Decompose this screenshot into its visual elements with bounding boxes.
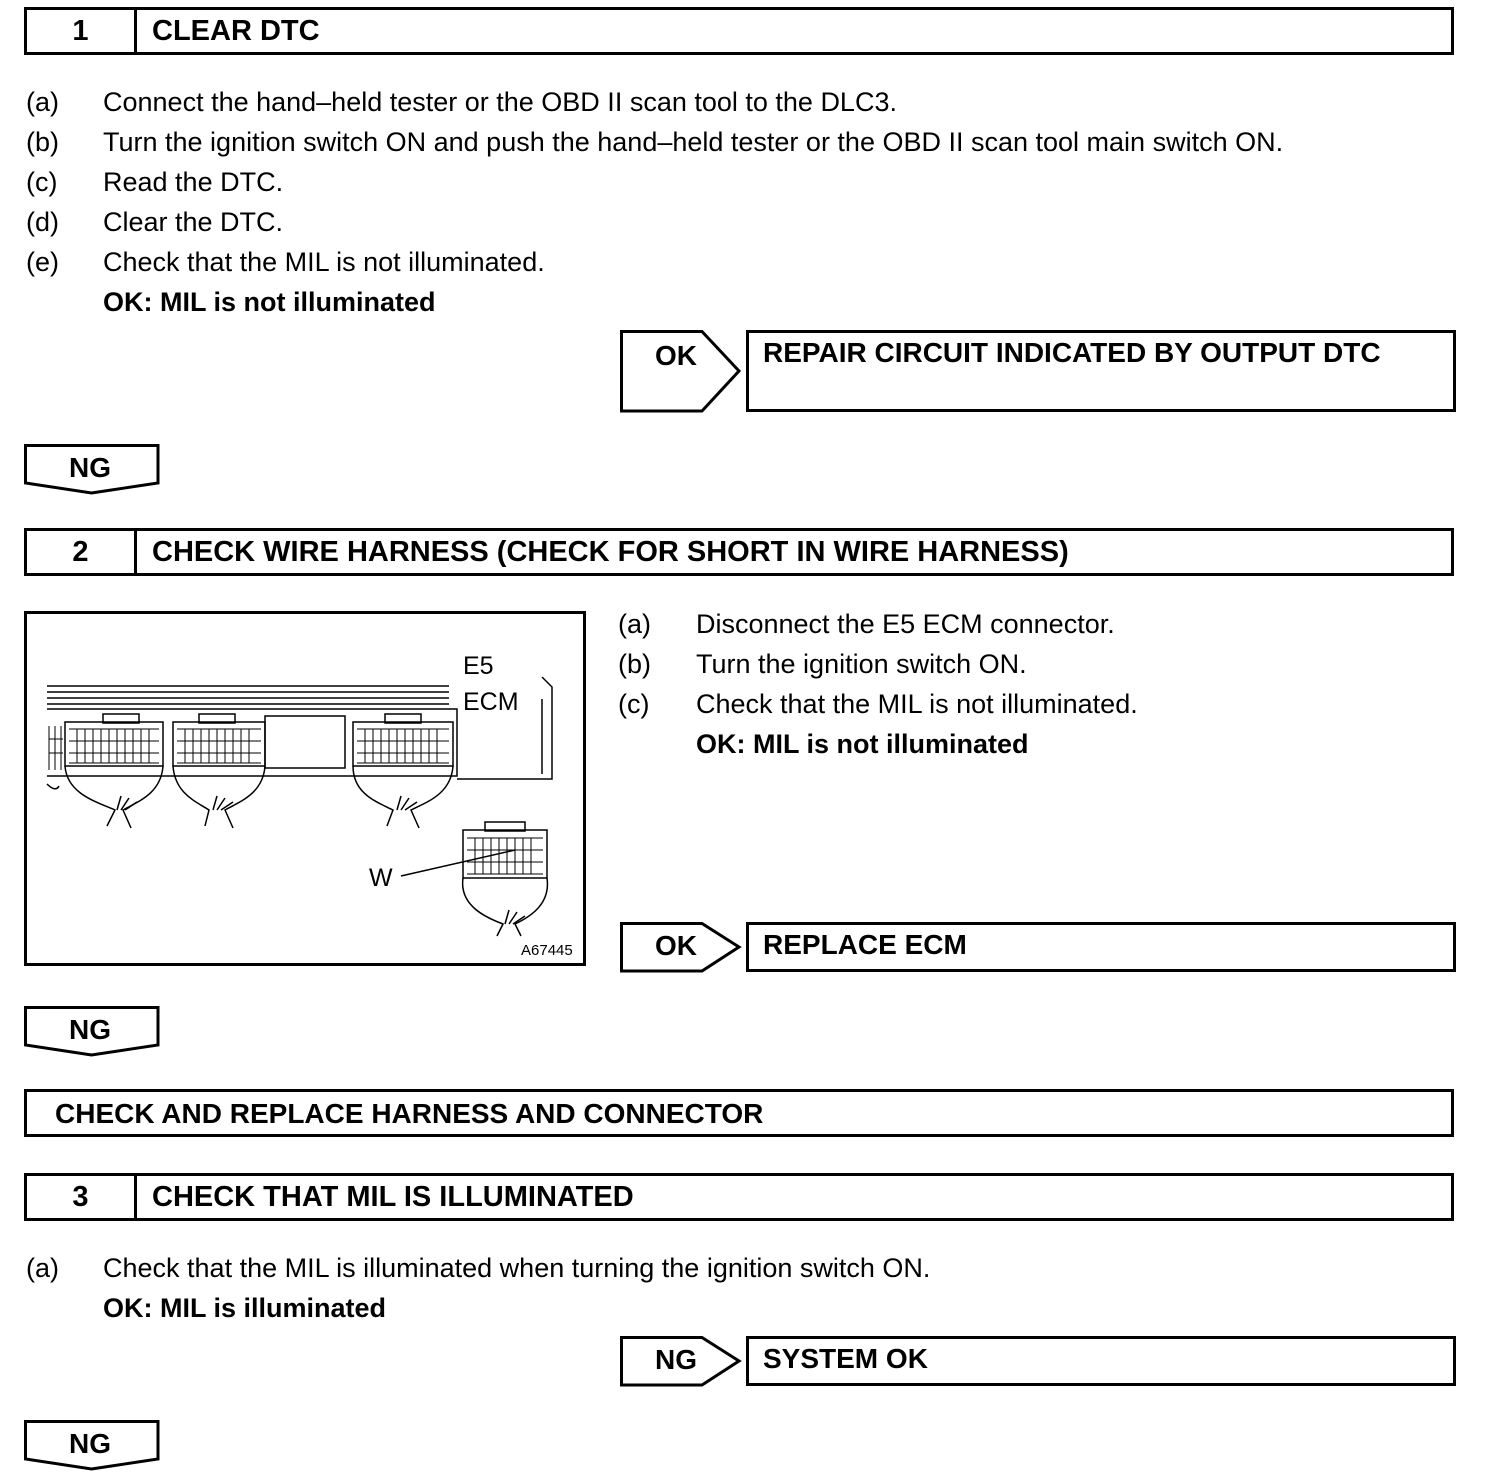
step-1-header bbox=[24, 7, 1454, 55]
step-number: 1 bbox=[27, 10, 137, 52]
list-letter: (a) bbox=[618, 609, 651, 639]
list-letter: (a) bbox=[26, 87, 59, 117]
list-letter: (c) bbox=[618, 689, 650, 719]
result-box bbox=[746, 1336, 1456, 1386]
result-text: REPAIR CIRCUIT INDICATED BY OUTPUT DTC bbox=[763, 337, 1381, 368]
step-title: CHECK THAT MIL IS ILLUMINATED bbox=[152, 1181, 634, 1213]
diagram-label-w: W bbox=[369, 864, 393, 892]
list-item: Turn the ignition switch ON. bbox=[696, 649, 1027, 679]
step-3-header bbox=[24, 1173, 1454, 1221]
list-letter: (b) bbox=[26, 127, 59, 157]
list-letter: (b) bbox=[618, 649, 651, 679]
ecm-connector-illustration bbox=[27, 614, 583, 963]
branch-label: OK bbox=[655, 340, 697, 371]
branch-label: NG bbox=[69, 452, 111, 483]
step-title: CHECK WIRE HARNESS (CHECK FOR SHORT IN WIRE HARNESS) bbox=[152, 536, 1069, 568]
list-letter: (c) bbox=[26, 167, 58, 197]
list-item: Clear the DTC. bbox=[103, 207, 284, 237]
ok-criteria: OK: MIL is illuminated bbox=[103, 1293, 387, 1323]
list-item: Check that the MIL is not illuminated. bbox=[696, 689, 1138, 719]
ok-criteria: OK: MIL is not illuminated bbox=[696, 729, 1029, 759]
branch-label: OK bbox=[655, 930, 697, 961]
branch-label: NG bbox=[69, 1428, 111, 1459]
result-box bbox=[746, 330, 1456, 412]
list-item: Disconnect the E5 ECM connector. bbox=[696, 609, 1115, 639]
connector-diagram bbox=[24, 611, 586, 966]
step-number: 2 bbox=[27, 531, 137, 573]
diagram-label-ecm: ECM bbox=[463, 688, 519, 716]
ok-criteria: OK: MIL is not illuminated bbox=[103, 287, 436, 317]
list-item: Read the DTC. bbox=[103, 167, 284, 197]
branch-label: NG bbox=[69, 1014, 111, 1045]
figure-id: A67445 bbox=[521, 942, 573, 959]
list-item: Check that the MIL is not illuminated. bbox=[103, 247, 545, 277]
step-number: 3 bbox=[27, 1176, 137, 1218]
action-text: CHECK AND REPLACE HARNESS AND CONNECTOR bbox=[55, 1098, 764, 1129]
list-letter: (e) bbox=[26, 247, 59, 277]
step-title: CLEAR DTC bbox=[152, 15, 320, 47]
result-text: REPLACE ECM bbox=[763, 929, 967, 960]
action-box bbox=[24, 1089, 1454, 1137]
list-letter: (d) bbox=[26, 207, 59, 237]
result-text: SYSTEM OK bbox=[763, 1343, 928, 1374]
list-item: Connect the hand–held tester or the OBD II scan tool to the DLC3. bbox=[103, 87, 897, 117]
diagram-label-e5: E5 bbox=[463, 652, 494, 680]
step-2-header bbox=[24, 528, 1454, 576]
branch-label: NG bbox=[655, 1344, 697, 1375]
list-item: Turn the ignition switch ON and push the hand–held tester or the OBD II scan tool main switch ON. bbox=[103, 127, 1284, 157]
list-letter: (a) bbox=[26, 1253, 59, 1283]
result-box bbox=[746, 922, 1456, 972]
list-item: Check that the MIL is illuminated when turning the ignition switch ON. bbox=[103, 1253, 931, 1283]
